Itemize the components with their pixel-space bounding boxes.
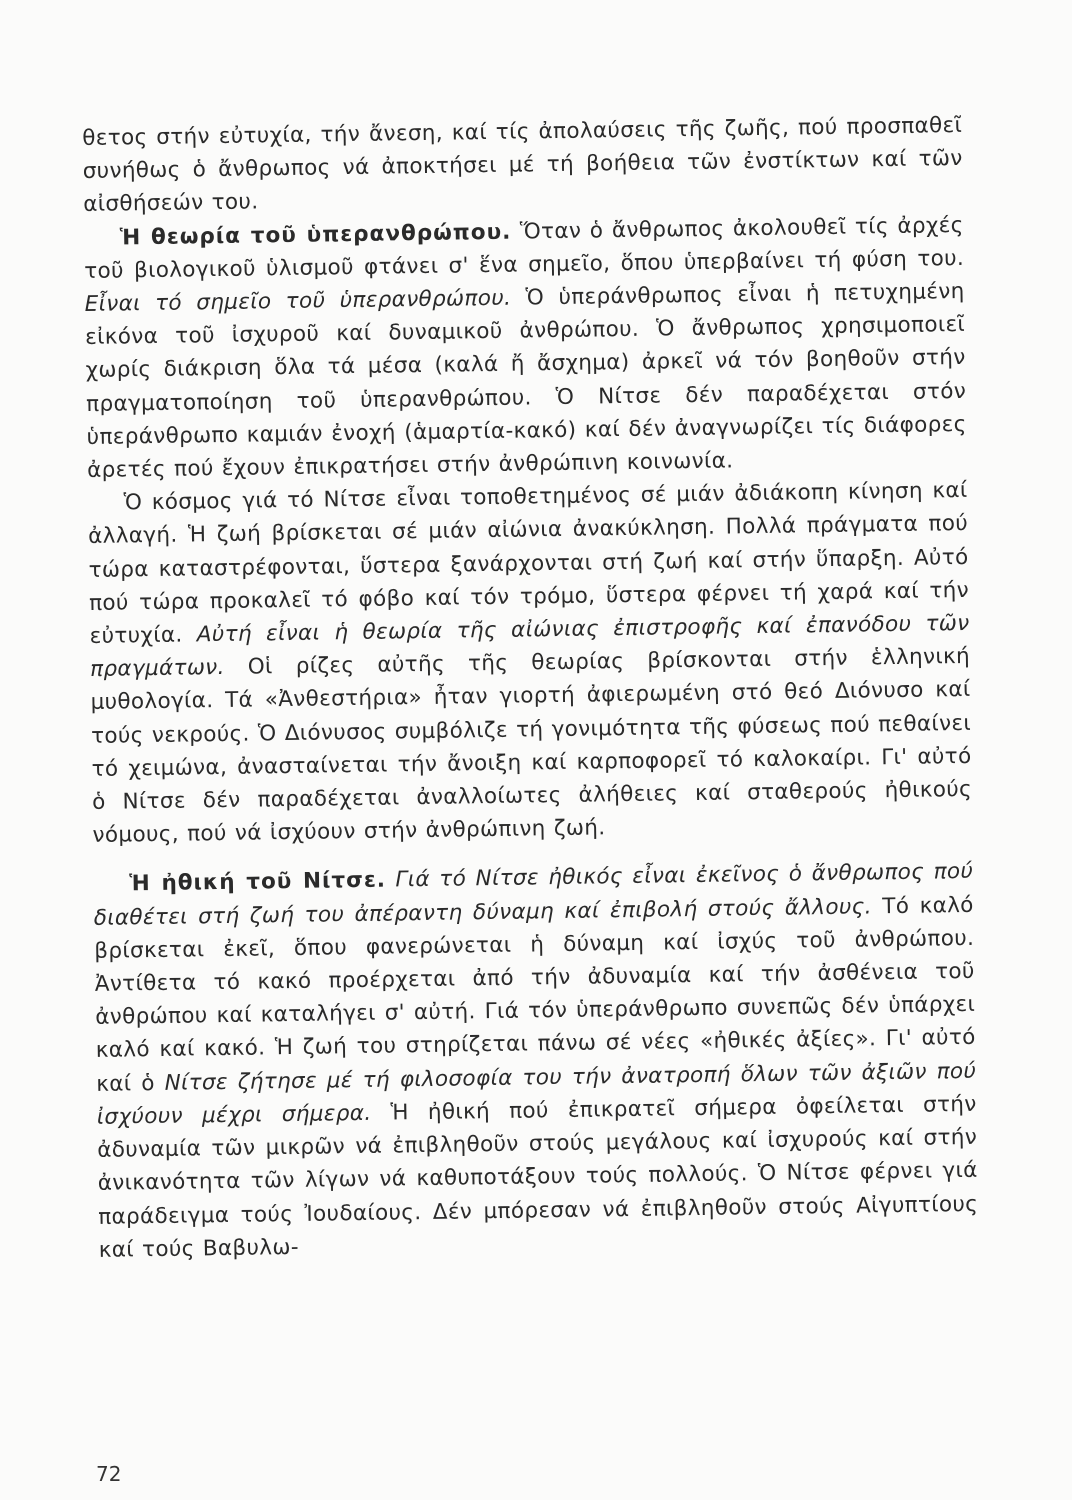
section-heading-superman: Ἡ θεωρία τοῦ ὑπερανθρώπου.: [119, 219, 512, 251]
emphasis-text: Γιά τό Νίτσε ἠθικός εἶναι ἐκεῖνος ὁ ἄνθρωπος πού διαθέτει στή ζωή του ἀπέραντη δύναμη καί ἐπιβολή στούς ἄλλους.: [93, 859, 974, 931]
paragraph-text: Τό καλό βρίσκεται ἐκεῖ, ὅπου φανερώνεται ἡ δύναμη καί ἰσχύς τοῦ ἀνθρώπου. Ἀντίθετα τό κακό προέρχεται ἀπό τήν ἀδυναμία καί τήν ἀσθένεια τοῦ ἀνθρώπου καί καταλήγει σ' αὐτή. Γιά τόν ὑπεράνθρωπο συνεπῶς δέν ὑπάρχει καλό καί κακό. Ἡ ζωή του στηρίζεται πάνω σέ νέες «ἠθικές ἀξίες». Γι' αὐτό καί ὁ: [94, 892, 976, 1097]
emphasis-text: Νίτσε ζήτησε μέ τή φιλοσοφία του τήν ἀνατροπή ὅλων τῶν ἀξιῶν πού ἰσχύουν μέχρι σήμερα.: [96, 1058, 977, 1130]
paragraph-text: Ὁ κόσμος γιά τό Νίτσε εἶναι τοποθετημένος σέ μιάν ἀδιάκοπη κίνηση καί ἀλλαγή. Ἡ ζωή βρίσκεται σέ μιάν αἰώνια ἀνακύκληση. Πολλά πράγματα πού τώρα καταστρέφονται, ὕστερα ξανάρχονται στή ζωή καί στήν ὕπαρξη. Αὐτό πού τώρα προκαλεῖ τό φόβο καί τόν τρόμο, ὕστερα φέρνει τή χαρά καί τήν εὐτυχία.: [87, 478, 970, 649]
paragraph-text: θετος στήν εὐτυχία, τήν ἄνεση, καί τίς ἀπολαύσεις τῆς ζωῆς, πού προσπαθεῖ συνήθως ὁ ἄνθρωπος νά ἀποκτήσει μέ τή βοήθεια τῶν ἐνστίκτων καί τῶν αἰσθήσεών του.: [82, 112, 963, 218]
paragraph-text: Ὁ ὑπεράνθρωπος εἶναι ἡ πετυχημένη εἰκόνα τοῦ ἰσχυροῦ καί δυναμικοῦ ἀνθρώπου. Ὁ ἄνθρωπος χρησιμοποιεῖ χωρίς διάκριση ὅλα τά μέσα (καλά ἤ ἄσχημα) ἀρκεῖ νά τόν βοηθοῦν στήν πραγματοποίηση τοῦ ὑπερανθρώπου. Ὁ Νίτσε δέν παραδέχεται στόν ὑπεράνθρωπο καμιάν ἐνοχή (ἁμαρτία-κακό) καί δέν ἀναγνωρίζει τίς διάφορες ἀρετές πού ἔχουν ἐπικρατήσει στήν ἀνθρώπινη κοινωνία.: [85, 278, 967, 483]
paragraph-text: Ὅταν ὁ ἄνθρωπος ἀκολουθεῖ τίς ἀρχές τοῦ βιολογικοῦ ὑλισμοῦ φτάνει σ' ἕνα σημεῖο, ὅπου ὑπερβαίνει τή φύση του.: [84, 212, 965, 284]
paragraph-eternal-return: [87, 474, 972, 852]
paragraph-text: Οἱ ρίζες αὐτῆς τῆς θεωρίας βρίσκονται στήν ἑλληνική μυθολογία. Τά «Ἀνθεστήρια» ἦταν γιορτή ἀφιερωμένη στό θεό Διόνυσο καί τούς νεκρούς. Ὁ Διόνυσος συμβόλιζε τή γονιμότητα τῆς φύσεως πού πεθαίνει τό χειμώνα, ἀνασταίνεται τήν ἄνοιξη καί καρποφορεῖ τό καλοκαίρι. Γι' αὐτό ὁ Νίτσε δέν παραδέχεται ἀναλλοίωτες ἀλήθειες καί σταθερούς ἠθικούς νόμους, πού νά ἰσχύουν στήν ἀνθρώπινη ζωή.: [90, 644, 973, 849]
section-heading-ethics: Ἡ ἠθική τοῦ Νίτσε.: [129, 868, 387, 897]
body-text: [82, 109, 979, 1267]
paragraph-superman-theory: [83, 209, 967, 488]
emphasis-text: Αὐτή εἶναι ἡ θεωρία τῆς αἰώνιας ἐπιστροφῆς καί ἐπανόδου τῶν πραγμάτων.: [89, 610, 970, 683]
paragraph-text: Ἡ ἠθική πού ἐπικρατεῖ σήμερα ὀφείλεται στήν ἀδυναμία τῶν μικρῶν νά ἐπιβληθοῦν στούς μεγάλους καί ἰσχυρούς καί στήν ἀνικανότητα τῶν λίγων νά καθυποτάξουν τούς πολλούς. Ὁ Νίτσε φέρνει γιά παράδειγμα τούς Ἰουδαίους. Δέν μπόρεσαν νά ἐπιβληθοῦν στούς Αἰγυπτίους καί τούς Βαβυλω-: [97, 1091, 979, 1263]
page-number: 72: [96, 1462, 122, 1486]
emphasis-text: Εἶναι τό σημεῖο τοῦ ὑπερανθρώπου.: [84, 285, 512, 317]
paragraph-continuation: [82, 109, 963, 222]
paragraph-nietzsche-ethics: [93, 855, 979, 1266]
